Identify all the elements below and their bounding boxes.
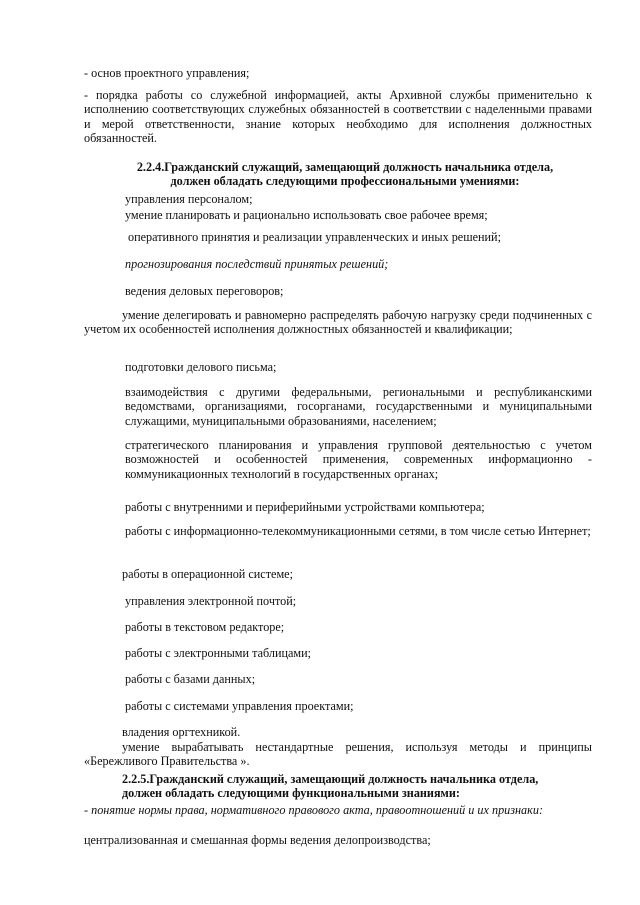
list-item: взаимодействия с другими федеральными, региональными и республиканскими ведомствами, организациями, госорганами, государственными и муниципальными служащими, муниципальными образованиями, населением; [125, 385, 592, 428]
list-item: умение вырабатывать нестандартные решения, используя методы и принципы «Бережливого Правительства ». [84, 740, 592, 769]
heading-line: 2.2.4.Гражданский служащий, замещающий должность начальника отдела, [136, 160, 554, 174]
list-item: централизованная и смешанная формы ведения делопроизводства; [84, 833, 431, 847]
list-item: работы в текстовом редакторе; [125, 620, 285, 634]
list-item: подготовки делового письма; [125, 360, 277, 374]
list-item: умение делегировать и равномерно распределять рабочую нагрузку среди подчиненных с учетом их особенностей исполнения должностных обязанностей и квалификации; [84, 308, 592, 337]
section-heading [100, 160, 590, 189]
list-item: работы с системами управления проектами; [125, 699, 354, 713]
list-item: - основ проектного управления; [84, 66, 250, 80]
list-item: работы с информационно-телекоммуникационными сетями, в том числе сетью Интернет; [125, 524, 591, 538]
list-item: управления персоналом; [125, 192, 253, 206]
heading-line: должен обладать следующими профессиональными умениями: [170, 174, 520, 189]
list-item: - порядка работы со служебной информацией, акты Архивной службы применительно к исполнению соответствующих служебных обязанностей в соответствии с наделенными правами и мерой ответственности, знание которых необходимо для исполнения должностных обязанностей. [84, 88, 592, 146]
heading-line: должен обладать следующими функциональными знаниями: [122, 786, 460, 801]
list-item: оперативного принятия и реализации управленческих и иных решений; [128, 230, 501, 244]
list-item: работы с электронными таблицами; [125, 646, 312, 660]
list-item: - понятие нормы права, нормативного правового акта, правоотношений и их признаки: [84, 803, 543, 817]
list-item: работы с внутренними и периферийными устройствами компьютера; [125, 500, 485, 514]
section-heading [84, 772, 592, 801]
list-item: прогнозирования последствий принятых решений; [125, 257, 389, 271]
list-item: управления электронной почтой; [125, 594, 297, 608]
list-item: стратегического планирования и управления групповой деятельностью с учетом возможностей и особенностей применения, современных информационно - коммуникационных технологий в государственных органах; [125, 438, 592, 481]
heading-line: 2.2.5.Гражданский служащий, замещающий должность начальника отдела, [122, 772, 539, 786]
list-item: ведения деловых переговоров; [125, 284, 284, 298]
list-item: владения оргтехникой. [122, 725, 241, 739]
list-item: работы с базами данных; [125, 672, 256, 686]
list-item: работы в операционной системе; [122, 567, 293, 581]
list-item: умение планировать и рационально использовать свое рабочее время; [125, 208, 488, 222]
